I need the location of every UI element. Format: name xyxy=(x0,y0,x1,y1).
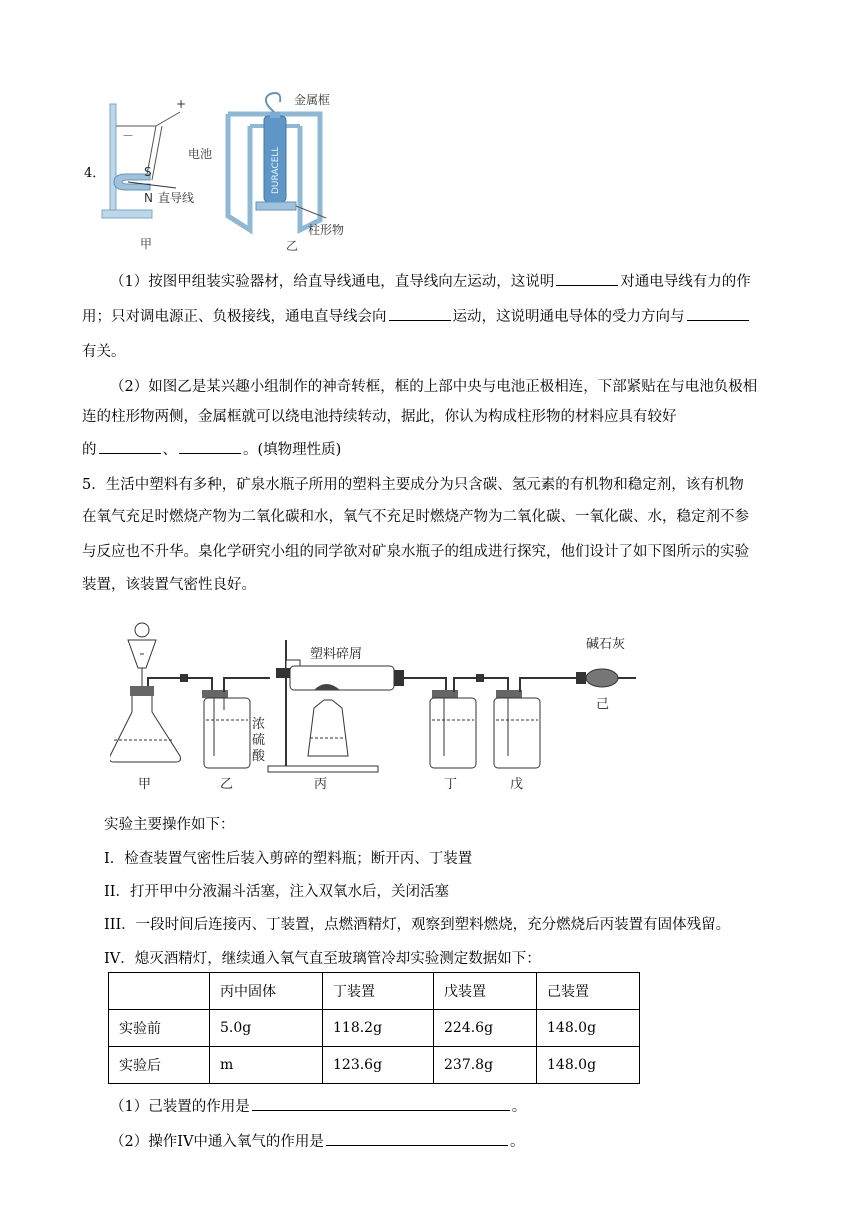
frame-label: 金属框 xyxy=(294,93,331,107)
table-cell: 5.0g xyxy=(210,1010,323,1047)
table-cell: 237.8g xyxy=(434,1047,537,1084)
q4-p1-line1: （1）按图甲组装实验器材，给直导线通电，直导线向左运动，这说明 对通电导线有力的作 xyxy=(110,270,751,291)
q4-p1-line3: 有关。 xyxy=(82,344,126,360)
q5-line2: 在氧气充足时燃烧产物为二氧化碳和水，氧气不充足时燃烧产物为二氧化碳、一氧化碳、水，稳定剂不参 xyxy=(82,509,749,525)
caption-yi: 乙 xyxy=(220,777,234,792)
caption-bing: 丙 xyxy=(314,777,328,792)
battery-brand: DURACELL xyxy=(271,146,281,194)
op-4: IV．熄灭酒精灯，继续通入氧气直至玻璃管冷却实验测定数据如下： xyxy=(104,951,541,967)
answer-blank[interactable] xyxy=(179,439,241,454)
table-cell xyxy=(109,973,210,1010)
table-cell: 148.0g xyxy=(537,1010,640,1047)
battery-label: 电池 xyxy=(188,147,213,161)
answer-blank[interactable] xyxy=(252,1096,510,1111)
op-1: I．检查装置气密性后装入剪碎的塑料瓶；断开丙、丁装置 xyxy=(104,851,473,867)
caption-ding: 丁 xyxy=(444,777,458,792)
n-pole-label: N xyxy=(144,191,153,205)
q4-p2-line3: 的 、 。(填物理性质) xyxy=(82,438,341,459)
op-2: II．打开甲中分液漏斗活塞，注入双氧水后，关闭活塞 xyxy=(104,884,449,900)
table-cell: 己装置 xyxy=(537,973,640,1010)
table-row xyxy=(109,1010,640,1047)
s-pole-label: S xyxy=(144,165,152,179)
q4-p2-line2: 连的柱形物两侧，金属框就可以绕电池持续转动，据此，你认为构成柱形物的材料应具有较好 xyxy=(82,409,677,425)
caption-wu: 戊 xyxy=(510,777,524,792)
table-cell: 丙中固体 xyxy=(210,973,323,1010)
q5-line3: 与反应也不升华。臬化学研究小组的同学欲对矿泉水瓶子的组成进行探究，他们设计了如下图所示的实验 xyxy=(82,544,749,560)
cylinder-label: 柱形物 xyxy=(308,223,345,237)
minus-label: － xyxy=(122,129,135,143)
table-cell: 118.2g xyxy=(323,1010,434,1047)
answer-blank[interactable] xyxy=(687,306,749,321)
acid-char-3: 酸 xyxy=(252,749,266,764)
plus-label: + xyxy=(176,97,187,111)
apparatus-diagram xyxy=(110,616,650,796)
answer-blank[interactable] xyxy=(389,306,451,321)
table-cell: 实验后 xyxy=(109,1047,210,1084)
wire-label: 直导线 xyxy=(158,191,195,205)
caption-jia: 甲 xyxy=(140,237,153,251)
figure-yi xyxy=(186,86,366,256)
acid-char-2: 硫 xyxy=(252,733,266,748)
table-cell: 148.0g xyxy=(537,1047,640,1084)
q5-line1: 5．生活中塑料有多种，矿泉水瓶子所用的塑料主要成分为只含碳、氢元素的有机物和稳定剂，该有机物 xyxy=(82,477,744,493)
q4-p2-line1: （2）如图乙是某兴趣小组制作的神奇转框，框的上部中央与电池正极相连，下部紧贴在与电池负极相 xyxy=(110,379,758,395)
op-3: III．一段时间后连接丙、丁装置，点燃酒精灯，观察到塑料燃烧，充分燃烧后丙装置有固体残留。 xyxy=(104,917,731,933)
table-cell: 戊装置 xyxy=(434,973,537,1010)
data-table xyxy=(108,972,640,1084)
table-header-row xyxy=(109,973,640,1010)
question-number-4: 4． xyxy=(84,166,106,181)
q5-line4: 装置，该装置气密性良好。 xyxy=(82,577,256,593)
answer-blank[interactable] xyxy=(556,271,618,286)
soda-lime-label: 碱石灰 xyxy=(586,637,626,652)
ji-tube-label: 己 xyxy=(596,697,610,712)
answer-blank[interactable] xyxy=(99,439,161,454)
sub-question-1: （1）己装置的作用是 。 xyxy=(110,1095,526,1116)
q4-p1-line2: 用；只对调电源正、负极接线，通电直导线会向 运动，这说明通电导体的受力方向与 xyxy=(82,305,751,326)
plastic-label: 塑料碎屑 xyxy=(310,647,363,662)
caption-yi: 乙 xyxy=(286,239,299,253)
ops-title: 实验主要操作如下： xyxy=(104,817,235,833)
table-cell: 123.6g xyxy=(323,1047,434,1084)
table-cell: m xyxy=(210,1047,323,1084)
table-cell: 实验前 xyxy=(109,1010,210,1047)
sub-question-2: （2）操作IV中通入氧气的作用是 。 xyxy=(110,1130,524,1151)
table-row xyxy=(109,1047,640,1084)
table-cell: 224.6g xyxy=(434,1010,537,1047)
caption-jia: 甲 xyxy=(138,777,152,792)
table-cell: 丁装置 xyxy=(323,973,434,1010)
answer-blank[interactable] xyxy=(326,1131,508,1146)
acid-char-1: 浓 xyxy=(252,717,266,732)
